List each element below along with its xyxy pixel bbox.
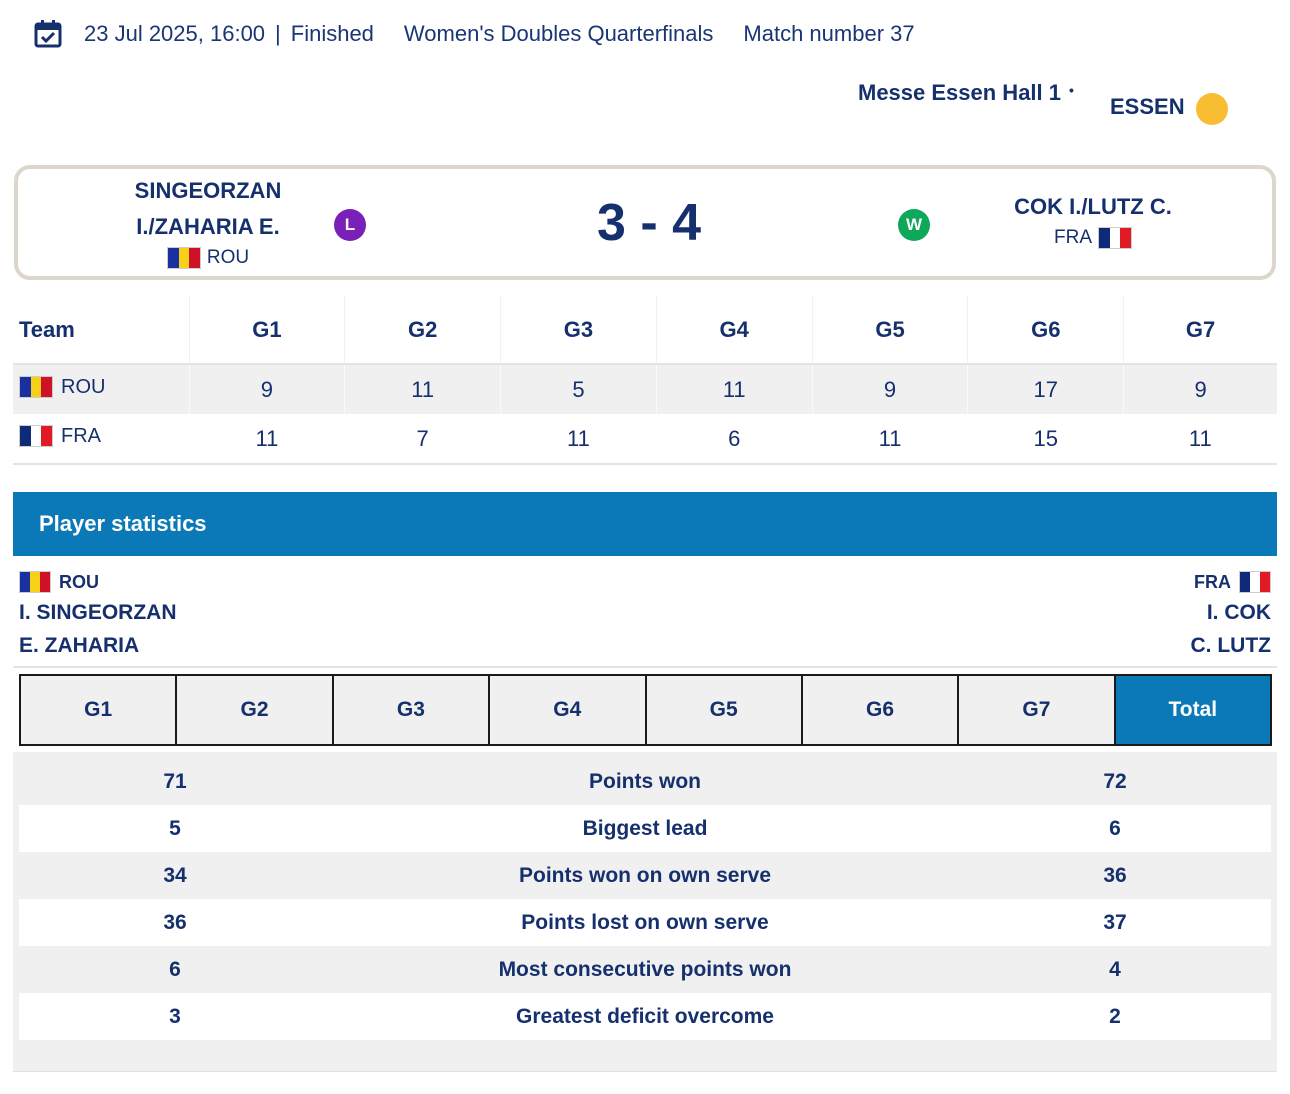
stat-row <box>19 993 1271 1040</box>
venue-dot: • <box>1069 82 1074 98</box>
tab-total[interactable]: Total <box>1114 674 1272 746</box>
stat-left-value: 36 <box>163 910 187 934</box>
stat-right-value: 72 <box>1103 769 1127 793</box>
stat-row <box>19 899 1271 946</box>
stat-left-value: 5 <box>169 816 181 840</box>
stat-label: Points lost on own serve <box>521 910 769 934</box>
left-team-country <box>108 247 308 269</box>
stat-row <box>19 946 1271 993</box>
stat-left-value: 6 <box>169 957 181 981</box>
player-statistics-header: Player statistics <box>13 492 1277 556</box>
right-players-country <box>1191 568 1271 596</box>
table-header-row <box>13 296 1277 364</box>
stat-row <box>19 758 1271 805</box>
game-score: 11 <box>1124 414 1277 464</box>
game-score: 6 <box>656 414 812 464</box>
stats-list <box>13 752 1277 1072</box>
game-score: 11 <box>345 364 501 414</box>
stat-left-value: 34 <box>163 863 187 887</box>
game-score: 9 <box>1124 364 1277 414</box>
game-score: 5 <box>501 364 657 414</box>
romania-flag-icon <box>167 247 201 269</box>
stat-row <box>19 852 1271 899</box>
stat-label: Points won on own serve <box>518 863 772 887</box>
game-score: 11 <box>189 414 345 464</box>
players-section <box>13 566 1277 668</box>
left-players <box>19 568 177 662</box>
left-team[interactable] <box>108 173 308 269</box>
stat-label: Most consecutive points won <box>498 957 792 981</box>
france-flag-icon <box>19 425 53 447</box>
row-team <box>13 364 189 414</box>
loss-badge: L <box>334 209 366 241</box>
venue-hall-name: Messe Essen Hall 1 <box>858 80 1062 105</box>
row-country: FRA <box>61 424 101 447</box>
game-score: 15 <box>968 414 1124 464</box>
game-tabs <box>19 674 1272 746</box>
france-flag-icon <box>1239 571 1271 593</box>
stat-right-value: 4 <box>1109 957 1121 981</box>
stat-right-value: 2 <box>1109 1004 1121 1028</box>
tab-g7[interactable]: G7 <box>957 674 1115 746</box>
game-score: 9 <box>189 364 345 414</box>
stat-right-value: 6 <box>1109 816 1121 840</box>
stat-right-value: 37 <box>1103 910 1127 934</box>
table-row <box>13 364 1277 414</box>
win-badge: W <box>898 209 930 241</box>
left-team-name-line1: SINGEORZAN <box>134 178 282 203</box>
player-name[interactable]: C. LUTZ <box>1190 634 1271 657</box>
row-team <box>13 414 189 464</box>
table-row <box>13 414 1277 464</box>
game-score: 11 <box>501 414 657 464</box>
stat-label: Greatest deficit overcome <box>516 1004 774 1028</box>
right-team[interactable] <box>993 189 1193 249</box>
stat-label: Biggest lead <box>582 816 708 840</box>
column-header-g2: G2 <box>345 296 501 364</box>
right-country-code: FRA <box>1194 571 1231 592</box>
game-score: 17 <box>968 364 1124 414</box>
column-header-g7: G7 <box>1185 316 1216 342</box>
tab-g6[interactable]: G6 <box>801 674 959 746</box>
match-info-bar <box>32 16 915 52</box>
match-score: 3 - 4 <box>596 194 702 252</box>
stat-left-value: 3 <box>169 1004 181 1028</box>
left-team-country-code: ROU <box>206 247 250 268</box>
column-header-g4: G4 <box>656 296 812 364</box>
player-name[interactable]: I. SINGEORZAN <box>19 601 177 624</box>
right-players <box>1191 568 1271 662</box>
match-status: Finished <box>290 21 374 46</box>
game-score: 7 <box>345 414 501 464</box>
romania-flag-icon <box>19 376 53 398</box>
right-team-name: COK I./LUTZ C. <box>1014 194 1172 219</box>
stat-right-value: 36 <box>1103 863 1127 887</box>
column-header-g6: G6 <box>968 296 1124 364</box>
scoreboard <box>14 165 1276 280</box>
tab-g3[interactable]: G3 <box>332 674 490 746</box>
match-number: Match number 37 <box>743 21 915 46</box>
tab-g5[interactable]: G5 <box>645 674 803 746</box>
game-score: 9 <box>812 364 968 414</box>
event-name: Women's Doubles Quarterfinals <box>403 21 714 46</box>
stat-row <box>19 805 1271 852</box>
left-country-code: ROU <box>59 571 99 592</box>
game-scores-table <box>13 296 1277 465</box>
column-header-g3: G3 <box>501 296 657 364</box>
separator: | <box>275 21 281 46</box>
right-team-country-code: FRA <box>1054 227 1092 248</box>
column-header-g5: G5 <box>812 296 968 364</box>
venue-city: ESSEN <box>1110 94 1185 119</box>
calendar-check-icon <box>32 18 64 50</box>
game-score: 11 <box>656 364 812 414</box>
venue-hall <box>858 80 1074 106</box>
right-team-country <box>993 227 1193 249</box>
france-flag-icon <box>1098 227 1132 249</box>
sun-icon <box>1196 93 1228 125</box>
tab-g4[interactable]: G4 <box>488 674 646 746</box>
stat-left-value: 71 <box>163 769 187 793</box>
left-team-name-line2: I./ZAHARIA E. <box>136 214 280 239</box>
player-name[interactable]: I. COK <box>1206 601 1271 624</box>
match-datetime: 23 Jul 2025, 16:00 <box>84 21 266 46</box>
game-score: 11 <box>812 414 968 464</box>
column-header-team: Team <box>13 296 189 364</box>
player-name[interactable]: E. ZAHARIA <box>19 634 140 657</box>
romania-flag-icon <box>19 571 51 593</box>
tab-g2[interactable]: G2 <box>175 674 333 746</box>
left-players-country <box>19 568 177 596</box>
tab-g1[interactable]: G1 <box>19 674 177 746</box>
stat-label: Points won <box>589 769 701 793</box>
column-header-g1: G1 <box>189 296 345 364</box>
row-country: ROU <box>61 375 106 398</box>
